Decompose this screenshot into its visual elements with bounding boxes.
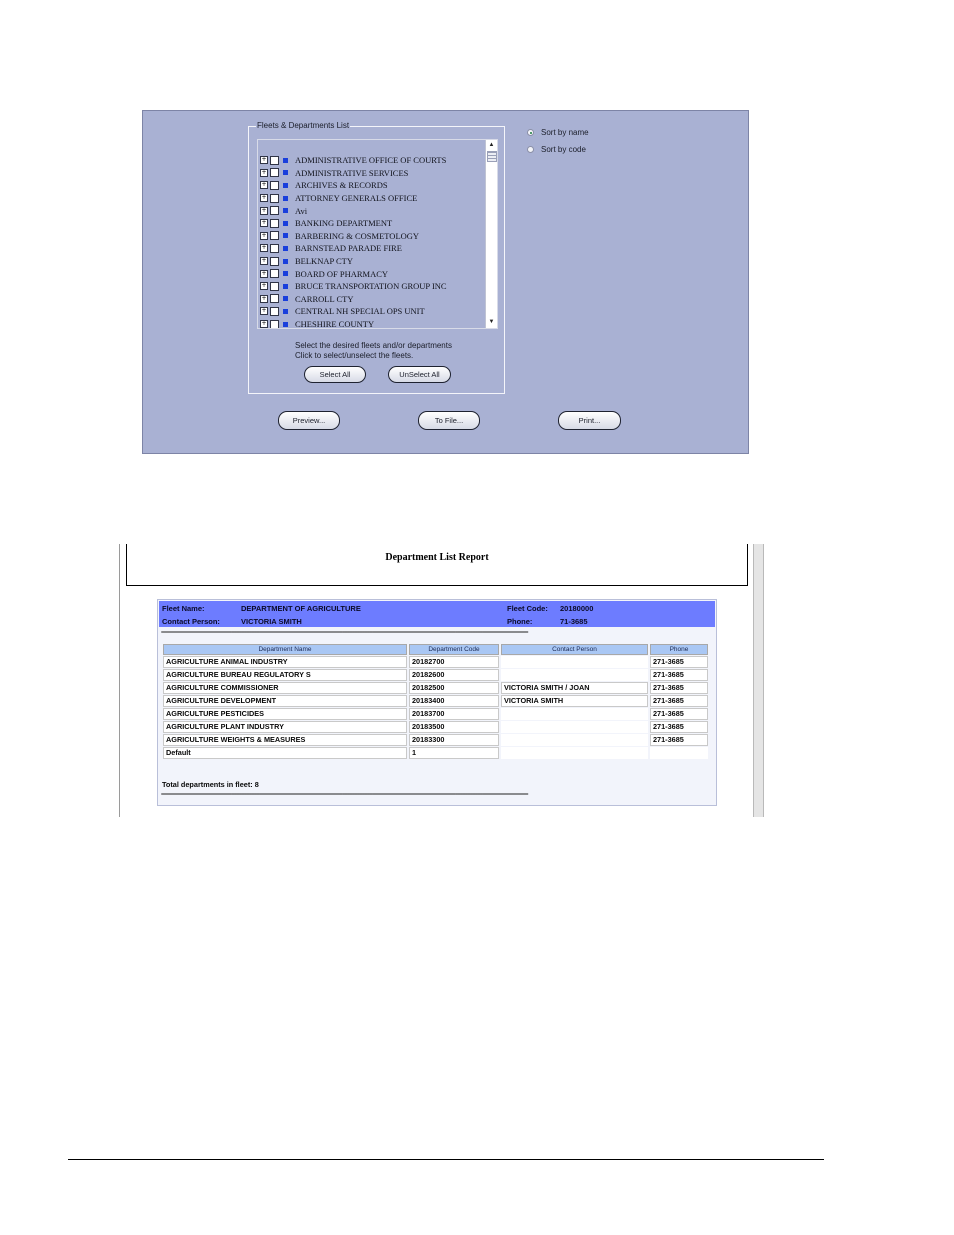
department-code-cell: 20183300 xyxy=(409,734,499,746)
expand-plus-icon[interactable]: + xyxy=(261,244,267,252)
fleet-code-value: 20180000 xyxy=(560,604,594,613)
table-row xyxy=(163,708,708,720)
fleet-name-value: DEPARTMENT OF AGRICULTURE xyxy=(241,604,361,613)
tree-item-label: CARROLL CTY xyxy=(295,293,354,304)
item-checkbox[interactable] xyxy=(270,294,279,303)
phone-cell: 271-3685 xyxy=(650,721,708,733)
tree-item[interactable] xyxy=(260,305,484,318)
contact-person-cell xyxy=(501,669,648,681)
sort-by-code-option[interactable] xyxy=(527,145,586,154)
col-contact-person: Contact Person xyxy=(501,644,648,655)
contact-person-cell xyxy=(501,747,648,759)
phone-value: 71-3685 xyxy=(560,617,588,626)
fleet-bullet-icon xyxy=(283,296,288,301)
department-name-cell: AGRICULTURE COMMISSIONER xyxy=(163,682,407,694)
phone-cell xyxy=(650,747,708,759)
scroll-down-arrow-icon[interactable]: ▼ xyxy=(488,319,495,325)
table-row xyxy=(163,656,708,668)
separator-line-bottom: ================================================================================================================================================== xyxy=(161,793,528,798)
tree-item[interactable] xyxy=(260,280,484,293)
tree-item[interactable] xyxy=(260,192,484,205)
tree-item-label: BELKNAP CTY xyxy=(295,256,354,267)
item-checkbox[interactable] xyxy=(270,257,279,266)
department-table xyxy=(161,643,710,760)
tree-item-label: ADMINISTRATIVE OFFICE OF COURTS xyxy=(295,155,447,166)
fleet-bullet-icon xyxy=(283,309,288,314)
item-checkbox[interactable] xyxy=(270,181,279,190)
contact-person-cell xyxy=(501,734,648,746)
contact-person-cell xyxy=(501,656,648,668)
expand-plus-icon[interactable]: + xyxy=(261,257,267,265)
phone-cell: 271-3685 xyxy=(650,734,708,746)
tree-item-label: BOARD OF PHARMACY xyxy=(295,268,389,279)
department-name-cell: Default xyxy=(163,747,407,759)
tree-item-label: Avi xyxy=(295,205,308,216)
table-row xyxy=(163,682,708,694)
unselect-all-button[interactable]: UnSelect All xyxy=(388,366,451,383)
tree-item[interactable] xyxy=(260,255,484,268)
contact-person-value: VICTORIA SMITH xyxy=(241,617,302,626)
tree-item[interactable] xyxy=(260,217,484,230)
tree-item-label: CENTRAL NH SPECIAL OPS UNIT xyxy=(295,306,425,317)
tree-item-label: BARNSTEAD PARADE FIRE xyxy=(295,243,402,254)
tree-items xyxy=(260,154,484,329)
tree-item[interactable] xyxy=(260,204,484,217)
expand-plus-icon[interactable]: + xyxy=(261,294,267,302)
select-all-button[interactable]: Select All xyxy=(304,366,366,383)
tree-item[interactable] xyxy=(260,293,484,306)
department-name-cell: AGRICULTURE WEIGHTS & MEASURES xyxy=(163,734,407,746)
expand-plus-icon[interactable]: + xyxy=(261,269,267,277)
expand-plus-icon[interactable]: + xyxy=(261,219,267,227)
tree-item-label: ARCHIVES & RECORDS xyxy=(295,180,388,191)
department-name-cell: AGRICULTURE ANIMAL INDUSTRY xyxy=(163,656,407,668)
expand-plus-icon[interactable]: + xyxy=(261,231,267,239)
department-code-cell: 20182500 xyxy=(409,682,499,694)
department-name-cell: AGRICULTURE PESTICIDES xyxy=(163,708,407,720)
contact-person-cell: VICTORIA SMITH / JOAN xyxy=(501,682,648,694)
item-checkbox[interactable] xyxy=(270,219,279,228)
tree-item-label: BANKING DEPARTMENT xyxy=(295,218,393,229)
fleets-departments-group xyxy=(248,121,505,394)
expand-plus-icon[interactable]: + xyxy=(261,168,267,176)
department-table-header xyxy=(163,644,708,655)
tree-scrollbar[interactable] xyxy=(485,140,497,328)
department-code-cell: 20183400 xyxy=(409,695,499,707)
department-code-cell: 20183500 xyxy=(409,721,499,733)
fleet-bullet-icon xyxy=(283,284,288,289)
report-options-panel xyxy=(142,110,749,454)
item-checkbox[interactable] xyxy=(270,320,279,329)
instruction-line-1: Select the desired fleets and/or departments xyxy=(295,341,452,350)
expand-plus-icon[interactable]: + xyxy=(261,282,267,290)
sort-by-name-option[interactable] xyxy=(527,128,589,137)
contact-person-cell: VICTORIA SMITH xyxy=(501,695,648,707)
col-department-code: Department Code xyxy=(409,644,499,655)
contact-person-cell xyxy=(501,721,648,733)
tree-item-label: ADMINISTRATIVE SERVICES xyxy=(295,167,409,178)
preview-button[interactable]: Preview... xyxy=(278,411,340,430)
fleet-bullet-icon xyxy=(283,208,288,213)
fleet-bullet-icon xyxy=(283,271,288,276)
phone-label: Phone: xyxy=(507,617,533,626)
table-row xyxy=(163,734,708,746)
tree-item[interactable] xyxy=(260,179,484,192)
sort-by-code-label: Sort by code xyxy=(541,145,586,154)
report-window-left-edge xyxy=(119,544,120,817)
table-row xyxy=(163,747,708,759)
fleet-code-label: Fleet Code: xyxy=(507,604,548,613)
report-window-scrollbar[interactable] xyxy=(753,544,764,817)
tree-item[interactable] xyxy=(260,318,484,329)
phone-cell: 271-3685 xyxy=(650,656,708,668)
expand-plus-icon[interactable]: + xyxy=(261,156,267,164)
item-checkbox[interactable] xyxy=(270,282,279,291)
expand-plus-icon[interactable]: + xyxy=(261,206,267,214)
phone-cell: 271-3685 xyxy=(650,695,708,707)
contact-person-cell xyxy=(501,708,648,720)
report-title: Department List Report xyxy=(385,552,489,563)
item-checkbox[interactable] xyxy=(270,244,279,253)
expand-plus-icon[interactable]: + xyxy=(261,194,267,202)
tree-item[interactable] xyxy=(260,167,484,180)
report-body xyxy=(157,599,717,806)
fleet-bullet-icon xyxy=(283,233,288,238)
fleet-bullet-icon xyxy=(283,158,288,163)
fleets-departments-legend: Fleets & Departments List xyxy=(257,121,350,130)
page-footer-rule xyxy=(68,1159,824,1160)
table-row xyxy=(163,669,708,681)
tree-item-label: ATTORNEY GENERALS OFFICE xyxy=(295,193,418,204)
tree-item[interactable] xyxy=(260,230,484,243)
sort-by-code-radio[interactable] xyxy=(527,146,534,153)
expand-plus-icon[interactable]: + xyxy=(261,307,267,315)
item-checkbox[interactable] xyxy=(270,156,279,165)
col-phone: Phone xyxy=(650,644,708,655)
total-departments: Total departments in fleet: 8 xyxy=(162,780,259,789)
tree-item[interactable] xyxy=(260,154,484,167)
department-name-cell: AGRICULTURE BUREAU REGULATORY S xyxy=(163,669,407,681)
fleet-bullet-icon xyxy=(283,170,288,175)
table-row xyxy=(163,721,708,733)
fleet-bullet-icon xyxy=(283,246,288,251)
fleet-bullet-icon xyxy=(283,259,288,264)
fleet-bullet-icon xyxy=(283,221,288,226)
separator-line-top: ================================================================================================================================================== xyxy=(161,631,528,636)
item-checkbox[interactable] xyxy=(270,206,279,215)
print-button[interactable]: Print... xyxy=(558,411,621,430)
instruction-line-2: Click to select/unselect the fleets. xyxy=(295,351,414,360)
fleet-banner xyxy=(159,601,715,627)
phone-cell: 271-3685 xyxy=(650,669,708,681)
item-checkbox[interactable] xyxy=(270,269,279,278)
sort-by-name-label: Sort by name xyxy=(541,128,589,137)
tree-item-label: BARBERING & COSMETOLOGY xyxy=(295,230,420,241)
to-file-button[interactable]: To File... xyxy=(418,411,480,430)
tree-item[interactable] xyxy=(260,242,484,255)
fleet-bullet-icon xyxy=(283,196,288,201)
department-code-cell: 20183700 xyxy=(409,708,499,720)
scroll-thumb[interactable] xyxy=(487,151,497,162)
sort-by-name-radio[interactable] xyxy=(527,129,534,136)
item-checkbox[interactable] xyxy=(270,168,279,177)
fleets-departments-tree[interactable] xyxy=(257,139,498,329)
scroll-up-arrow-icon[interactable]: ▲ xyxy=(488,142,495,148)
table-row xyxy=(163,695,708,707)
report-header xyxy=(126,544,748,586)
contact-person-label: Contact Person: xyxy=(162,617,220,626)
item-checkbox[interactable] xyxy=(270,194,279,203)
phone-cell: 271-3685 xyxy=(650,708,708,720)
fleet-bullet-icon xyxy=(283,322,288,327)
expand-plus-icon[interactable]: + xyxy=(261,181,267,189)
department-name-cell: AGRICULTURE PLANT INDUSTRY xyxy=(163,721,407,733)
department-code-cell: 20182700 xyxy=(409,656,499,668)
phone-cell: 271-3685 xyxy=(650,682,708,694)
department-code-cell: 1 xyxy=(409,747,499,759)
tree-item[interactable] xyxy=(260,267,484,280)
tree-item-label: BRUCE TRANSPORTATION GROUP INC xyxy=(295,281,447,292)
expand-plus-icon[interactable]: + xyxy=(261,320,267,328)
department-name-cell: AGRICULTURE DEVELOPMENT xyxy=(163,695,407,707)
col-department-name: Department Name xyxy=(163,644,407,655)
selection-instructions xyxy=(295,341,452,361)
tree-item-label: CHESHIRE COUNTY xyxy=(295,319,375,329)
fleet-bullet-icon xyxy=(283,183,288,188)
department-code-cell: 20182600 xyxy=(409,669,499,681)
fleet-name-label: Fleet Name: xyxy=(162,604,205,613)
item-checkbox[interactable] xyxy=(270,231,279,240)
item-checkbox[interactable] xyxy=(270,307,279,316)
